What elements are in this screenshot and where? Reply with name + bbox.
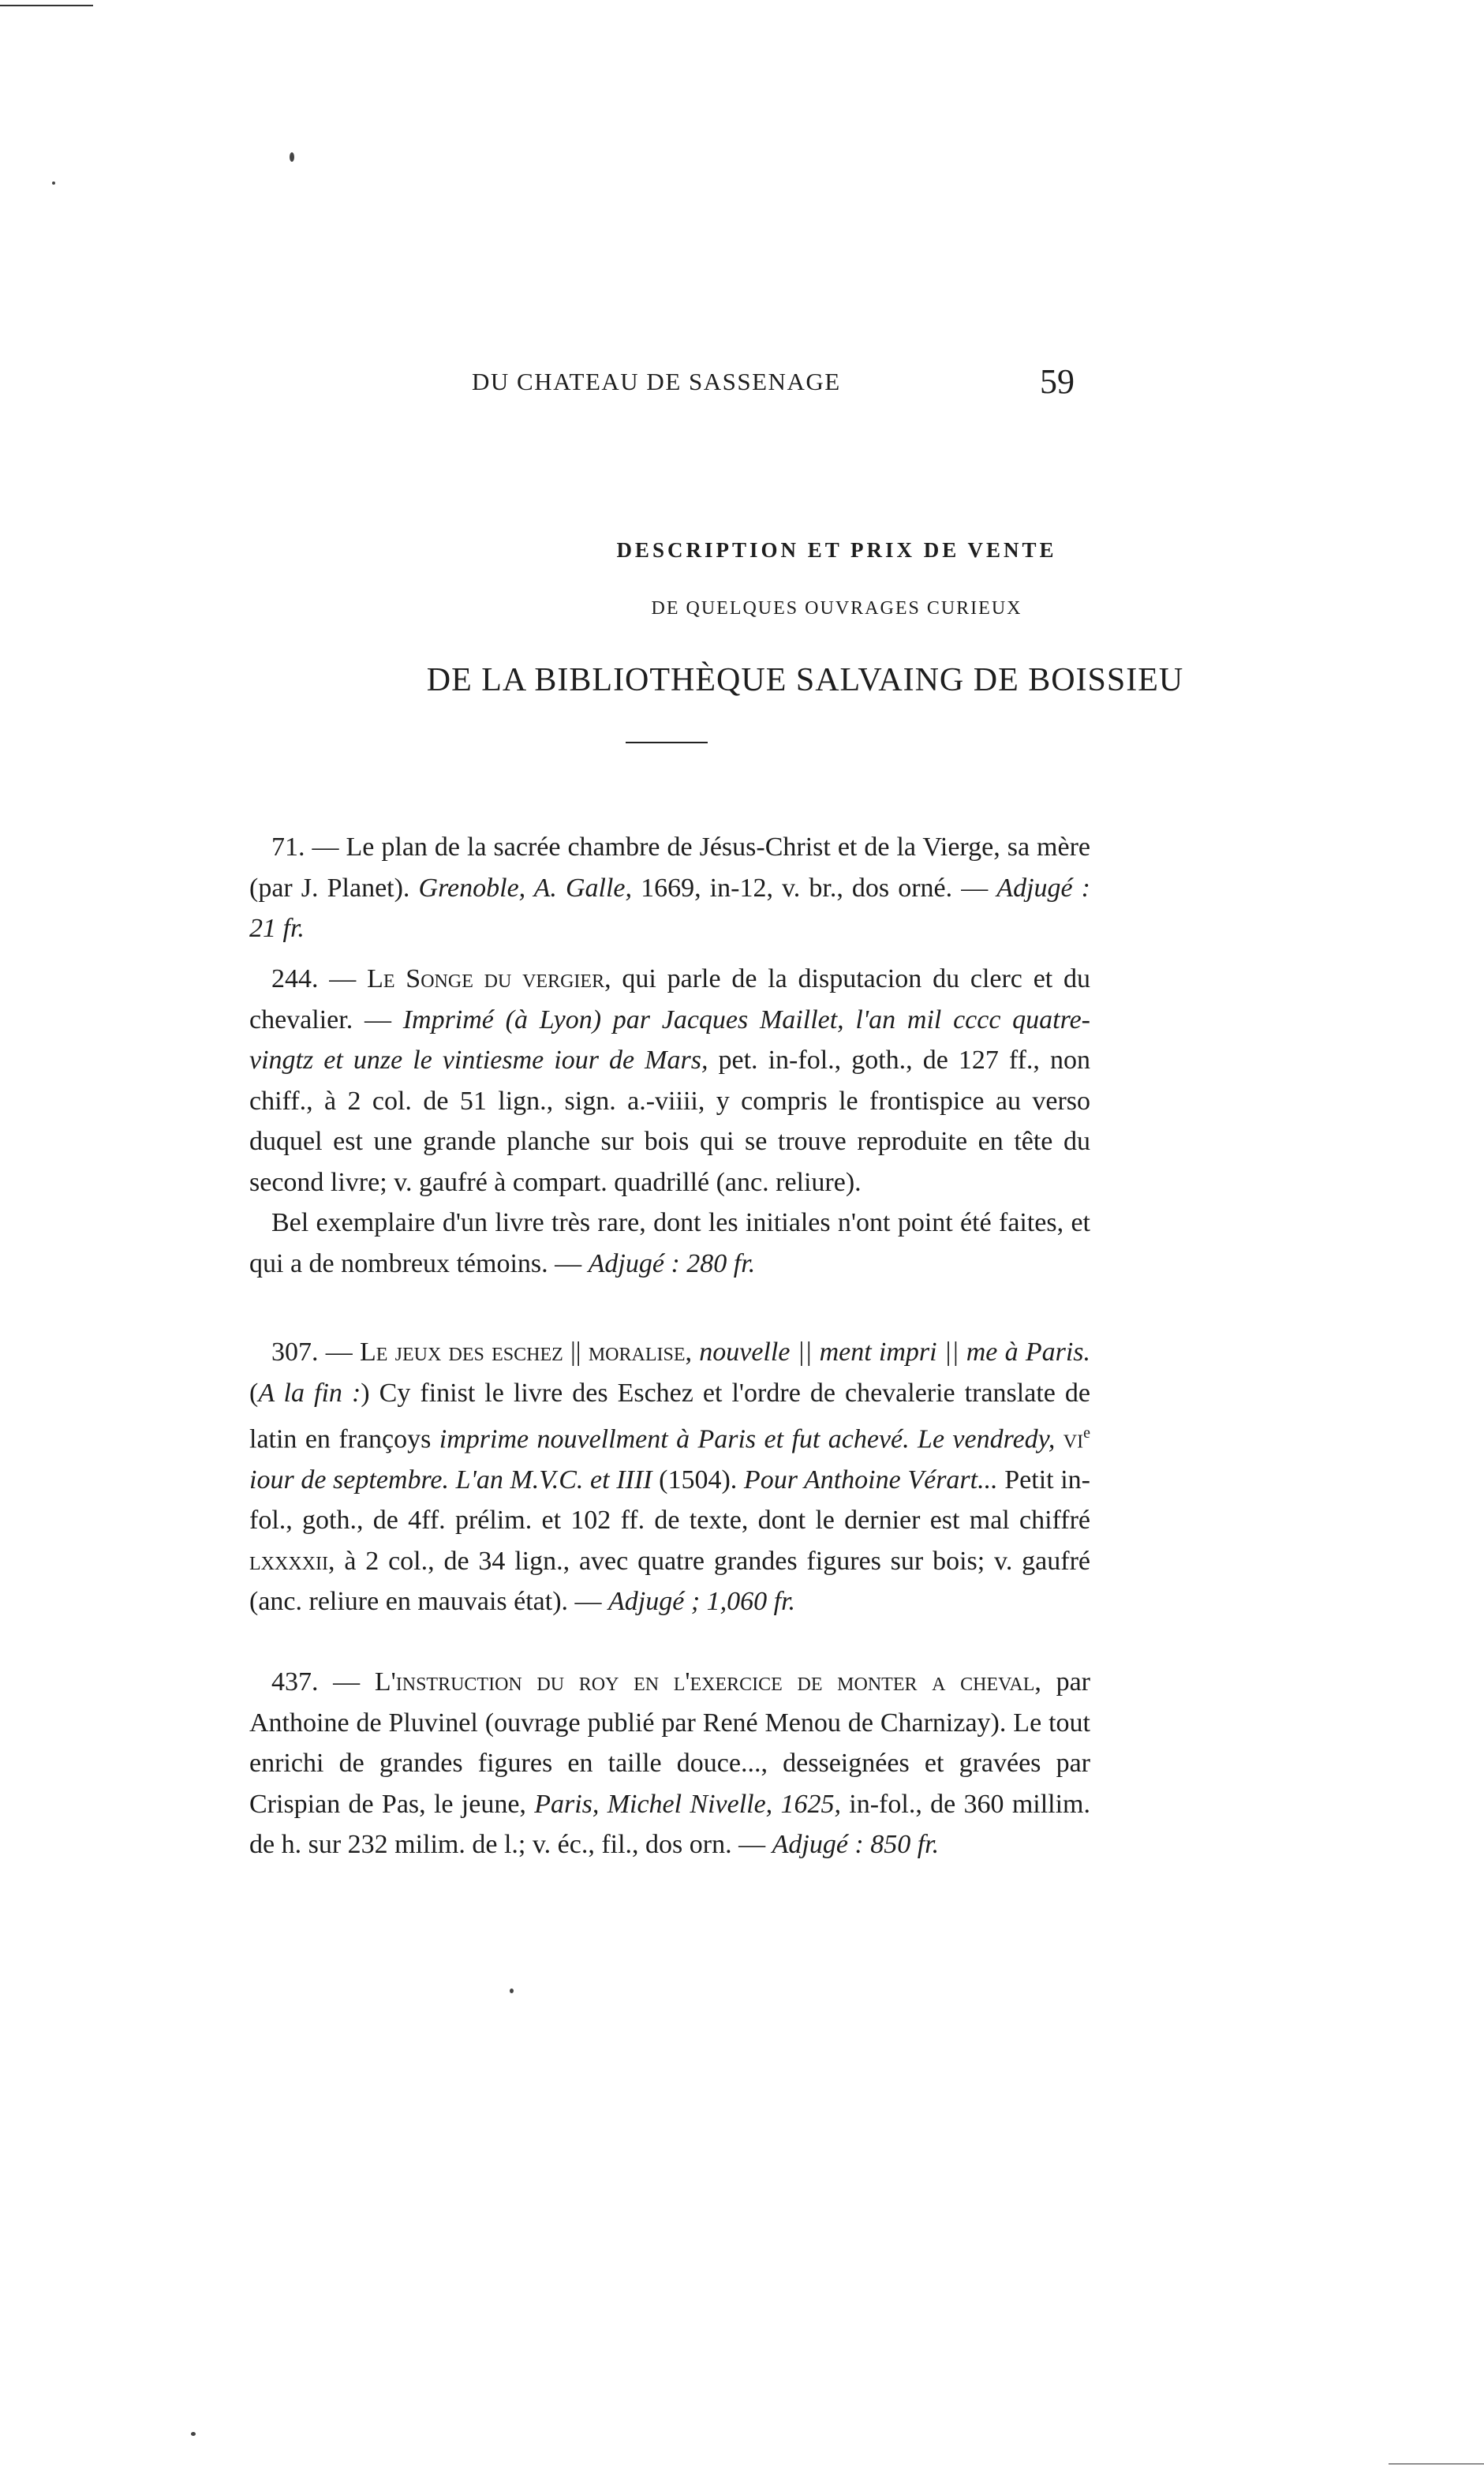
entry-day: vi bbox=[1055, 1424, 1084, 1454]
entry-text: ) Cy finist le livre des Eschez et l'ordre de chevalerie translate de latin en françoys bbox=[249, 1378, 1090, 1454]
entry-title: L'instruction du roy en l'exercice de monter a cheval, bbox=[374, 1667, 1041, 1697]
entry-title-italic: nouvelle || ment impri || me à Paris. bbox=[699, 1338, 1091, 1367]
entry-text: Le plan de la sacrée chambre de Jésus-Christ et de la Vierge, sa mère (par J. Planet). bbox=[249, 832, 1091, 903]
entry-price: Adjugé ; 1,060 fr. bbox=[608, 1587, 796, 1617]
entry-text: 1669, in-12, v. br., dos orné. — bbox=[632, 873, 997, 903]
entry-imprint: Grenoble, A. Galle, bbox=[418, 873, 633, 903]
entry-244 bbox=[249, 959, 1090, 1284]
entry-number: 307. — bbox=[271, 1338, 360, 1367]
page-number: 59 bbox=[1040, 362, 1075, 401]
entry-note: Bel exemplaire d'un livre très rare, dont les initiales n'ont point été faites, et qui a de nombreux témoins. — bbox=[249, 1208, 1090, 1278]
title-line-2: DE QUELQUES OUVRAGES CURIEUX bbox=[651, 598, 1022, 619]
title-line-3: DE LA BIBLIOTHÈQUE SALVAING DE BOISSIEU bbox=[426, 662, 1184, 698]
entry-437 bbox=[249, 1662, 1090, 1865]
entry-price: Adjugé : 280 fr. bbox=[588, 1248, 756, 1278]
entry-folio: lxxxxii, bbox=[249, 1546, 335, 1576]
entry-307 bbox=[249, 1332, 1090, 1622]
title-rule bbox=[626, 742, 708, 743]
entry-text: pet. in-fol., goth., de 127 ff., non chiff., à 2 col. de 51 lign., sign. a.-viiii, y compris le frontispice au verso duquel est une grande planche sur bois qui se trouve reproduite en tête du second livre; v. gaufré à compart. quadrillé (anc. reliure). bbox=[249, 1046, 1090, 1197]
entry-text: (1504). bbox=[652, 1465, 744, 1495]
entry-text: ( bbox=[249, 1378, 259, 1408]
entry-price: Adjugé : 850 fr. bbox=[772, 1830, 940, 1859]
running-head: DU CHATEAU DE SASSENAGE bbox=[472, 368, 841, 395]
entry-number: 437. — bbox=[271, 1667, 375, 1697]
ink-speck bbox=[52, 181, 55, 185]
entry-title: Le Songe du vergier, bbox=[367, 964, 611, 993]
entry-text: Petit in-fol., goth., de 4ff. prélim. et 102 ff. de texte, dont le dernier est mal chiffré bbox=[249, 1465, 1090, 1536]
ink-speck bbox=[510, 1989, 514, 1993]
entry-text: qui parle de la disputacion du clerc et du chevalier. — bbox=[249, 964, 1091, 1034]
entry-text: in-fol., de 360 millim. de h. sur 232 milim. de l.; v. éc., fil., dos orn. — bbox=[249, 1789, 1090, 1859]
entry-colophon: iour de septembre. L'an M.V.C. et IIII bbox=[249, 1465, 652, 1495]
entry-imprint: Paris, Michel Nivelle, 1625, bbox=[534, 1789, 841, 1819]
entry-imprint: Imprimé (à Lyon) par Jacques Maillet, l'an mil cccc quatre-vingtz et unze le vintiesme iour de Mars, bbox=[249, 1005, 1091, 1075]
entry-number: 71. — bbox=[271, 832, 346, 862]
entry-colophon-label: A la fin : bbox=[258, 1378, 361, 1408]
title-line-1: DESCRIPTION ET PRIX DE VENTE bbox=[616, 538, 1057, 562]
entry-colophon: imprime nouvellment à Paris et fut achevé. Le vendredy, bbox=[439, 1424, 1056, 1454]
top-left-rule bbox=[0, 5, 93, 6]
ink-speck bbox=[290, 152, 294, 162]
entry-text: à 2 col., de 34 lign., avec quatre grandes figures sur bois; v. gaufré (anc. reliure en mauvais état). — bbox=[249, 1546, 1090, 1617]
entry-text: par Anthoine de Pluvinel (ouvrage publié par René Menou de Charnizay). Le tout enrichi de grandes figures en taille douce..., desseignées et gravées par Crispian de Pas, le jeune, bbox=[249, 1667, 1090, 1819]
entry-day-sup: e bbox=[1083, 1424, 1091, 1442]
ink-speck bbox=[191, 2432, 196, 2436]
entry-number: 244. — bbox=[271, 964, 368, 993]
entry-text bbox=[692, 1338, 699, 1367]
entry-title: Le jeux des eschez || moralise, bbox=[359, 1338, 693, 1367]
entry-price: Adjugé : 21 fr. bbox=[249, 873, 1091, 943]
entry-71 bbox=[249, 827, 1090, 949]
entry-publisher: Pour Anthoine Vérart... bbox=[743, 1465, 998, 1495]
